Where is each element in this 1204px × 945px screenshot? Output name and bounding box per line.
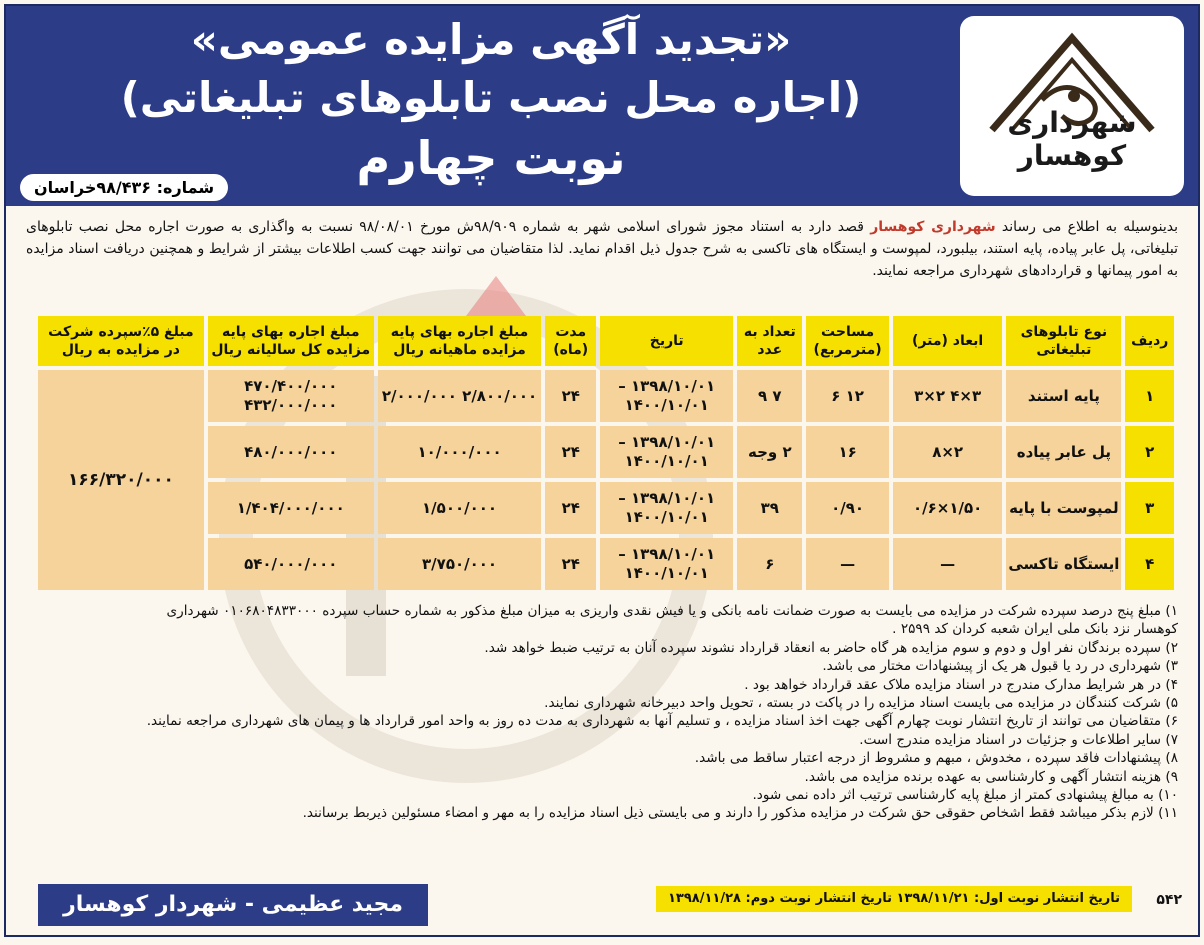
newspaper-ad bbox=[4, 4, 1200, 937]
intro-part-2: قصد دارد به استناد مجوز شورای اسلامی شهر به شماره ۹۸/۹۰۹ش مورخ ۹۸/۰۸/۰۱ نسبت به واگذاری به صورت اجاره محل نصب تابلوهای تبلیغاتی، پل عابر پیاده، پایه استند، بیلبورد، لمپوست و ایستگاه های تاکسی به شرح جدول ذیل اقدام نماید. لذا متقاضیان می توانند جهت کسب اطلاعات بیشتر از شرایط و همچنین دریافت اسناد مزایده به امور پیمانها و قراردادهای شهرداری مراجعه نمایند. bbox=[26, 219, 1178, 279]
title-line-1: «تجدید آگهی مزایده عمومی» bbox=[190, 15, 792, 64]
cell-area: ۱۶ bbox=[806, 426, 889, 478]
cell-no: ۳ bbox=[1125, 482, 1174, 534]
header-duration: مدت (ماه) bbox=[545, 316, 596, 366]
cell-date: ۱۳۹۸/۱۰/۰۱ – ۱۴۰۰/۱۰/۰۱ bbox=[600, 370, 733, 422]
condition-item: کوهسار نزد بانک ملی ایران شعبه کردان کد ۲۵۹۹ . bbox=[892, 621, 1178, 638]
cell-type: لمپوست با پایه bbox=[1006, 482, 1121, 534]
auction-table bbox=[34, 312, 1178, 594]
logo-text: شهرداری کوهسار bbox=[1007, 106, 1137, 172]
cell-dims: — bbox=[893, 538, 1002, 590]
intro-part-1: بدینوسیله به اطلاع می رساند bbox=[995, 219, 1178, 235]
cell-no: ۱ bbox=[1125, 370, 1174, 422]
cell-area: ۰/۹۰ bbox=[806, 482, 889, 534]
header-row-no: ردیف bbox=[1125, 316, 1174, 366]
condition-item: ۷) سایر اطلاعات و جزئیات در اسناد مزایده مندرج است. bbox=[859, 731, 1178, 748]
cell-area: ۱۲ ۶ bbox=[806, 370, 889, 422]
table-row bbox=[38, 370, 1174, 422]
cell-date: ۱۳۹۸/۱۰/۰۱ – ۱۴۰۰/۱۰/۰۱ bbox=[600, 538, 733, 590]
condition-item: ۴) در هر شرایط مدارک مندرج در اسناد مزایده ملاک عقد قرارداد خواهد بود . bbox=[744, 676, 1178, 693]
condition-item: ۶) متقاضیان می توانند از تاریخ انتشار نوبت چهارم آگهی جهت اخذ اسناد مزایده ، و تسلیم آنها به شهرداری به مدت ده روز به واحد امور قرارداد ها و پیمان های شهرداری مراجعه نمایند. bbox=[146, 713, 1178, 730]
cell-dims: ۱/۵۰×۰/۶ bbox=[893, 482, 1002, 534]
header-area: مساحت (مترمربع) bbox=[806, 316, 889, 366]
cell-count: ۷ ۹ bbox=[737, 370, 802, 422]
condition-item: ۱۰) به مبالغ پیشنهادی کمتر از مبلغ پایه کارشناسی ترتیب اثر داده نمی شود. bbox=[752, 787, 1178, 804]
cell-duration: ۲۴ bbox=[545, 370, 596, 422]
cell-yearly: ۵۴۰/۰۰۰/۰۰۰ bbox=[208, 538, 374, 590]
cell-yearly: ۴۸۰/۰۰۰/۰۰۰ bbox=[208, 426, 374, 478]
table-row bbox=[38, 482, 1174, 534]
publication-dates: تاریخ انتشار نوبت اول: ۱۳۹۸/۱۱/۲۱ تاریخ انتشار نوبت دوم: ۱۳۹۸/۱۱/۲۸ bbox=[656, 886, 1132, 912]
cell-no: ۲ bbox=[1125, 426, 1174, 478]
cell-duration: ۲۴ bbox=[545, 426, 596, 478]
number-badge: شماره: ۹۸/۴۳۶خراسان bbox=[20, 174, 228, 201]
cell-no: ۴ bbox=[1125, 538, 1174, 590]
ad-code: ۵۴۲ bbox=[1156, 892, 1182, 908]
conditions-list bbox=[36, 602, 1178, 823]
ad-header bbox=[6, 6, 1198, 206]
cell-dims: ۳×۴ ۲×۳ bbox=[893, 370, 1002, 422]
header-deposit: مبلغ ۵٪سپرده شرکت در مزایده به ریال bbox=[38, 316, 204, 366]
title-block bbox=[26, 12, 956, 188]
cell-type: پل عابر پیاده bbox=[1006, 426, 1121, 478]
header-count: تعداد به عدد bbox=[737, 316, 802, 366]
header-monthly: مبلغ اجاره بهای پایه مزایده ماهیانه ریال bbox=[378, 316, 542, 366]
condition-item: ۸) پیشنهادات فاقد سپرده ، مخدوش ، مبهم و مشروط از درجه اعتبار ساقط می باشد. bbox=[694, 750, 1178, 767]
condition-item: ۲) سپرده برندگان نفر اول و دوم و سوم مزایده هر گاه حاضر به انعقاد قرارداد نشوند سپرده آنان به ترتیب ضبط خواهد شد. bbox=[484, 639, 1178, 656]
municipality-logo bbox=[960, 16, 1184, 196]
cell-type: ایستگاه تاکسی bbox=[1006, 538, 1121, 590]
signature-box: مجید عظیمی - شهردار کوهسار bbox=[38, 884, 428, 926]
cell-monthly: ۱/۵۰۰/۰۰۰ bbox=[378, 482, 542, 534]
cell-monthly: ۱۰/۰۰۰/۰۰۰ bbox=[378, 426, 542, 478]
cell-type: پایه استند bbox=[1006, 370, 1121, 422]
condition-item: ۳) شهرداری در رد یا قبول هر یک از پیشنهادات مختار می باشد. bbox=[822, 658, 1178, 675]
title-line-2: (اجاره محل نصب تابلوهای تبلیغاتی) bbox=[120, 73, 862, 122]
cell-dims: ۲×۸ bbox=[893, 426, 1002, 478]
cell-yearly: ۱/۴۰۴/۰۰۰/۰۰۰ bbox=[208, 482, 374, 534]
title-line-3: نوبت چهارم bbox=[356, 131, 626, 185]
cell-count: ۶ bbox=[737, 538, 802, 590]
cell-date: ۱۳۹۸/۱۰/۰۱ – ۱۴۰۰/۱۰/۰۱ bbox=[600, 482, 733, 534]
cell-count: ۳۹ bbox=[737, 482, 802, 534]
table-row bbox=[38, 426, 1174, 478]
header-type: نوع تابلوهای تبلیغاتی bbox=[1006, 316, 1121, 366]
condition-item: ۹) هزینه انتشار آگهی و کارشناسی به عهده برنده مزایده می باشد. bbox=[804, 768, 1178, 785]
condition-item: ۵) شرکت کنندگان در مزایده می بایست اسناد مزایده را در پاکت در بسته ، تحویل واحد دبیرخانه شهرداری نمایند. bbox=[544, 695, 1178, 712]
cell-monthly: ۲/۸۰۰/۰۰۰ ۲/۰۰۰/۰۰۰ bbox=[378, 370, 542, 422]
intro-paragraph bbox=[26, 216, 1178, 282]
cell-deposit-total: ۱۶۶/۳۲۰/۰۰۰ bbox=[38, 370, 204, 590]
condition-item: ۱۱) لازم بذکر میباشد فقط اشخاص حقوقی حق شرکت در مزایده مذکور را دارند و می بایستی ذیل اسناد مزایده را به مهر و امضاء مسئولین ذیربط برسانند. bbox=[302, 805, 1178, 822]
cell-duration: ۲۴ bbox=[545, 482, 596, 534]
cell-duration: ۲۴ bbox=[545, 538, 596, 590]
cell-count: ۲ وجه bbox=[737, 426, 802, 478]
header-yearly: مبلغ اجاره بهای پایه مزایده کل سالیانه ریال bbox=[208, 316, 374, 366]
cell-monthly: ۳/۷۵۰/۰۰۰ bbox=[378, 538, 542, 590]
header-date: تاریخ bbox=[600, 316, 733, 366]
cell-yearly: ۴۷۰/۴۰۰/۰۰۰ ۴۳۲/۰۰۰/۰۰۰ bbox=[208, 370, 374, 422]
table-header-row bbox=[38, 316, 1174, 366]
table-row bbox=[38, 538, 1174, 590]
cell-area: — bbox=[806, 538, 889, 590]
cell-date: ۱۳۹۸/۱۰/۰۱ – ۱۴۰۰/۱۰/۰۱ bbox=[600, 426, 733, 478]
condition-item: ۱) مبلغ پنج درصد سپرده شرکت در مزایده می بایست به صورت ضمانت نامه بانکی و یا فیش نقدی واریزی به میزان مبلغ مذکور به شماره حساب سپرده ۰۱۰۶۸۰۴۸۳۳۰۰۰ شهرداری bbox=[166, 603, 1178, 619]
org-name: شهرداری کوهسار bbox=[870, 219, 996, 235]
header-dims: ابعاد (متر) bbox=[893, 316, 1002, 366]
